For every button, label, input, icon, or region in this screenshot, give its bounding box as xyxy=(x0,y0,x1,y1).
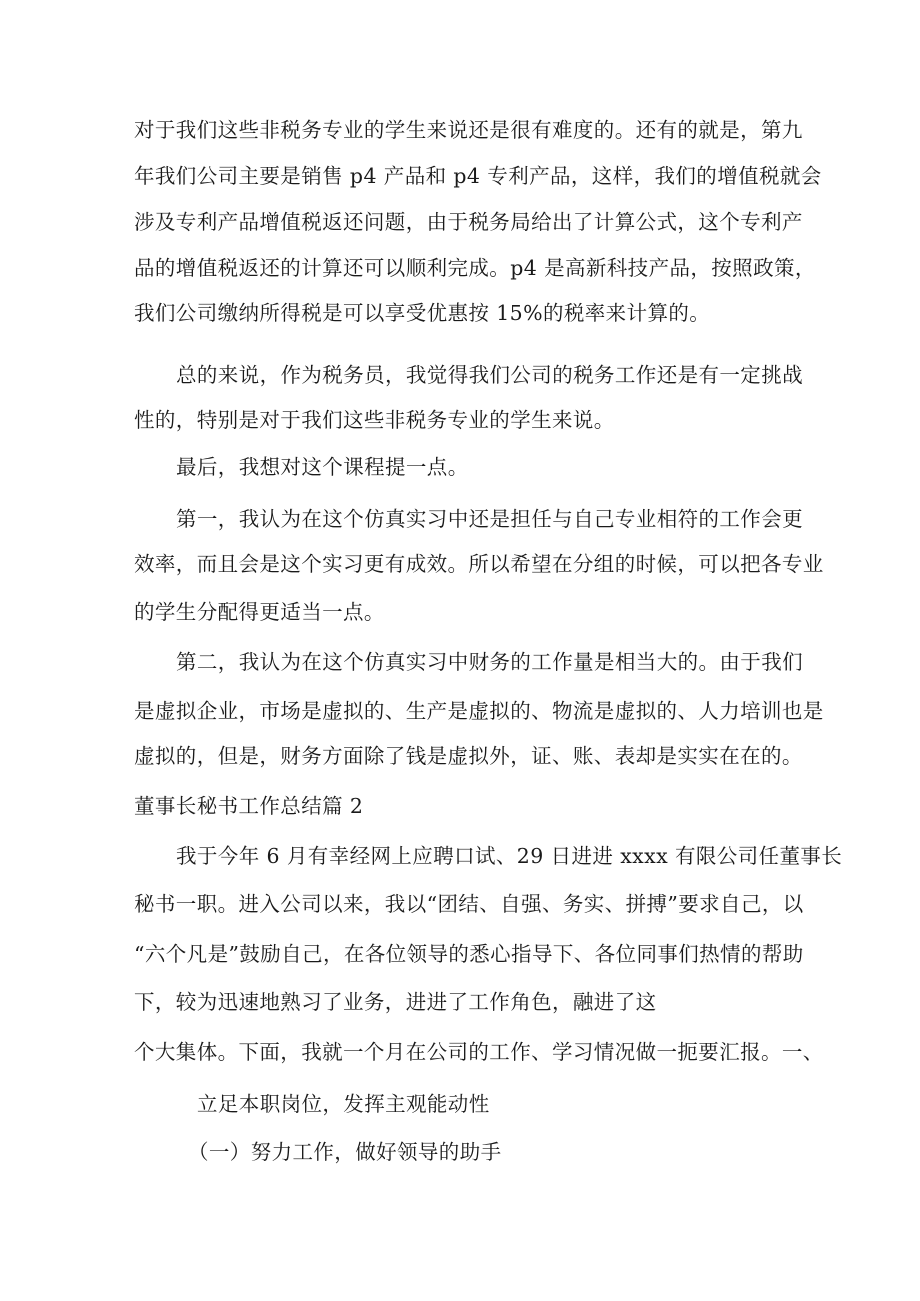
text-line: 性的，特别是对于我们这些非税务专业的学生来说。 xyxy=(134,408,615,432)
text-line: 下，较为迅速地熟习了业务，进进了工作角色，融进了这 xyxy=(134,990,657,1014)
text-line: 的学生分配得更适当一点。 xyxy=(134,600,385,624)
text-line: 总的来说，作为税务员，我觉得我们公司的税务工作还是有一定挑战 xyxy=(176,363,803,387)
text-line: 效率，而且会是这个实习更有成效。所以希望在分组的时候，可以把各专业 xyxy=(134,552,824,576)
text-line: 个大集体。下面，我就一个月在公司的工作、学习情况做一扼要汇报。一、 xyxy=(134,1040,824,1064)
text-line: 品的增值税返还的计算还可以顺利完成。p4 是高新科技产品，按照政策， xyxy=(134,256,816,280)
section-heading: 董事长秘书工作总结篇 2 xyxy=(134,794,364,818)
text-line: 是虚拟企业，市场是虚拟的、生产是虚拟的、物流是虚拟的、人力培训也是 xyxy=(134,699,824,723)
text-line: 第一，我认为在这个仿真实习中还是担任与自己专业相符的工作会更 xyxy=(176,507,803,531)
text-line: “六个凡是”鼓励自己，在各位领导的悉心指导下、各位同事们热情的帮助 xyxy=(134,942,804,966)
text-line: 秘书一职。进入公司以来，我以“团结、自强、务实、拼搏”要求自己，以 xyxy=(134,892,804,916)
text-line: 年我们公司主要是销售 p4 产品和 p4 专利产品，这样，我们的增值税就会 xyxy=(134,164,822,188)
subheading: 立足本职岗位，发挥主观能动性 xyxy=(197,1092,490,1116)
text-line: 我们公司缴纳所得税是可以享受优惠按 15%的税率来计算的。 xyxy=(134,301,711,325)
text-line: 最后，我想对这个课程提一点。 xyxy=(176,455,469,479)
text-line: 我于今年 6 月有幸经网上应聘口试、29 日进进 xxxx 有限公司任董事长 xyxy=(176,844,843,868)
text-line: 对于我们这些非税务专业的学生来说还是很有难度的。还有的就是，第九 xyxy=(134,118,803,142)
subheading: （一）努力工作，做好领导的助手 xyxy=(188,1140,502,1164)
text-line: 虚拟的，但是，财务方面除了钱是虚拟外，证、账、表却是实实在在的。 xyxy=(134,744,803,768)
text-line: 涉及专利产品增值税返还问题，由于税务局给出了计算公式，这个专利产 xyxy=(134,210,803,234)
text-line: 第二，我认为在这个仿真实习中财务的工作量是相当大的。由于我们 xyxy=(176,650,803,674)
